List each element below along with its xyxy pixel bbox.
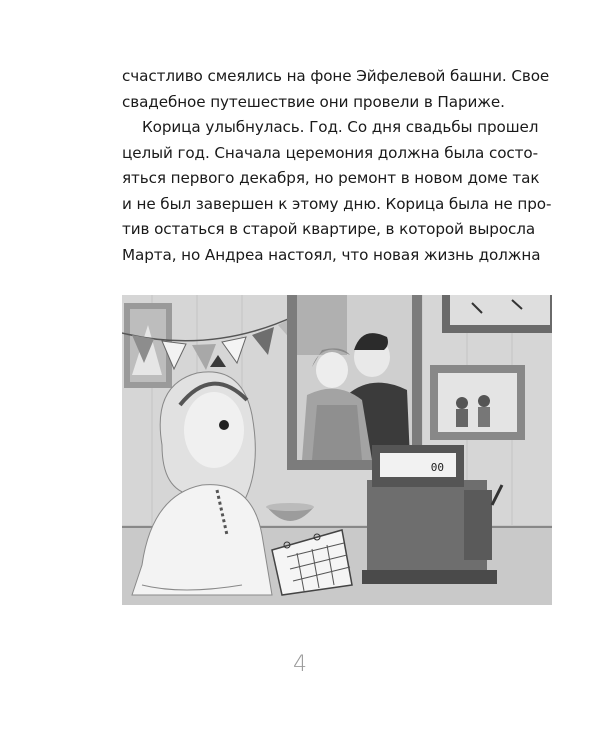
text-line-6: и не был завершен к этому дню. Корица была не про- [122, 194, 552, 213]
text-line-5: яться первого декабря, но ремонт в новом доме так [122, 169, 540, 187]
text-line-2: свадебное путешествие они провели в Париже. [122, 92, 505, 111]
text-line-8: Марта, но Андреа настоял, что новая жизнь должна [122, 245, 541, 264]
wall-frame-right [430, 365, 525, 440]
body-text [122, 64, 552, 268]
illustration [122, 295, 552, 605]
illustration-drawing [122, 295, 552, 605]
page-number: 4 [293, 652, 307, 677]
text-line-7: тив остаться в старой квартире, в которой выросла [122, 220, 536, 238]
text-line-1: счастливо смеялись на фоне Эйфелевой башни. Свое [122, 67, 550, 85]
register-display: 00 [430, 461, 444, 474]
wedding-portrait [287, 295, 422, 470]
wall-frame-top-right [442, 295, 552, 333]
text-line-4: целый год. Сначала церемония должна была состо- [122, 143, 539, 162]
text-line-3: Корица улыбнулась. Год. Со дня свадьбы прошел [142, 118, 539, 136]
